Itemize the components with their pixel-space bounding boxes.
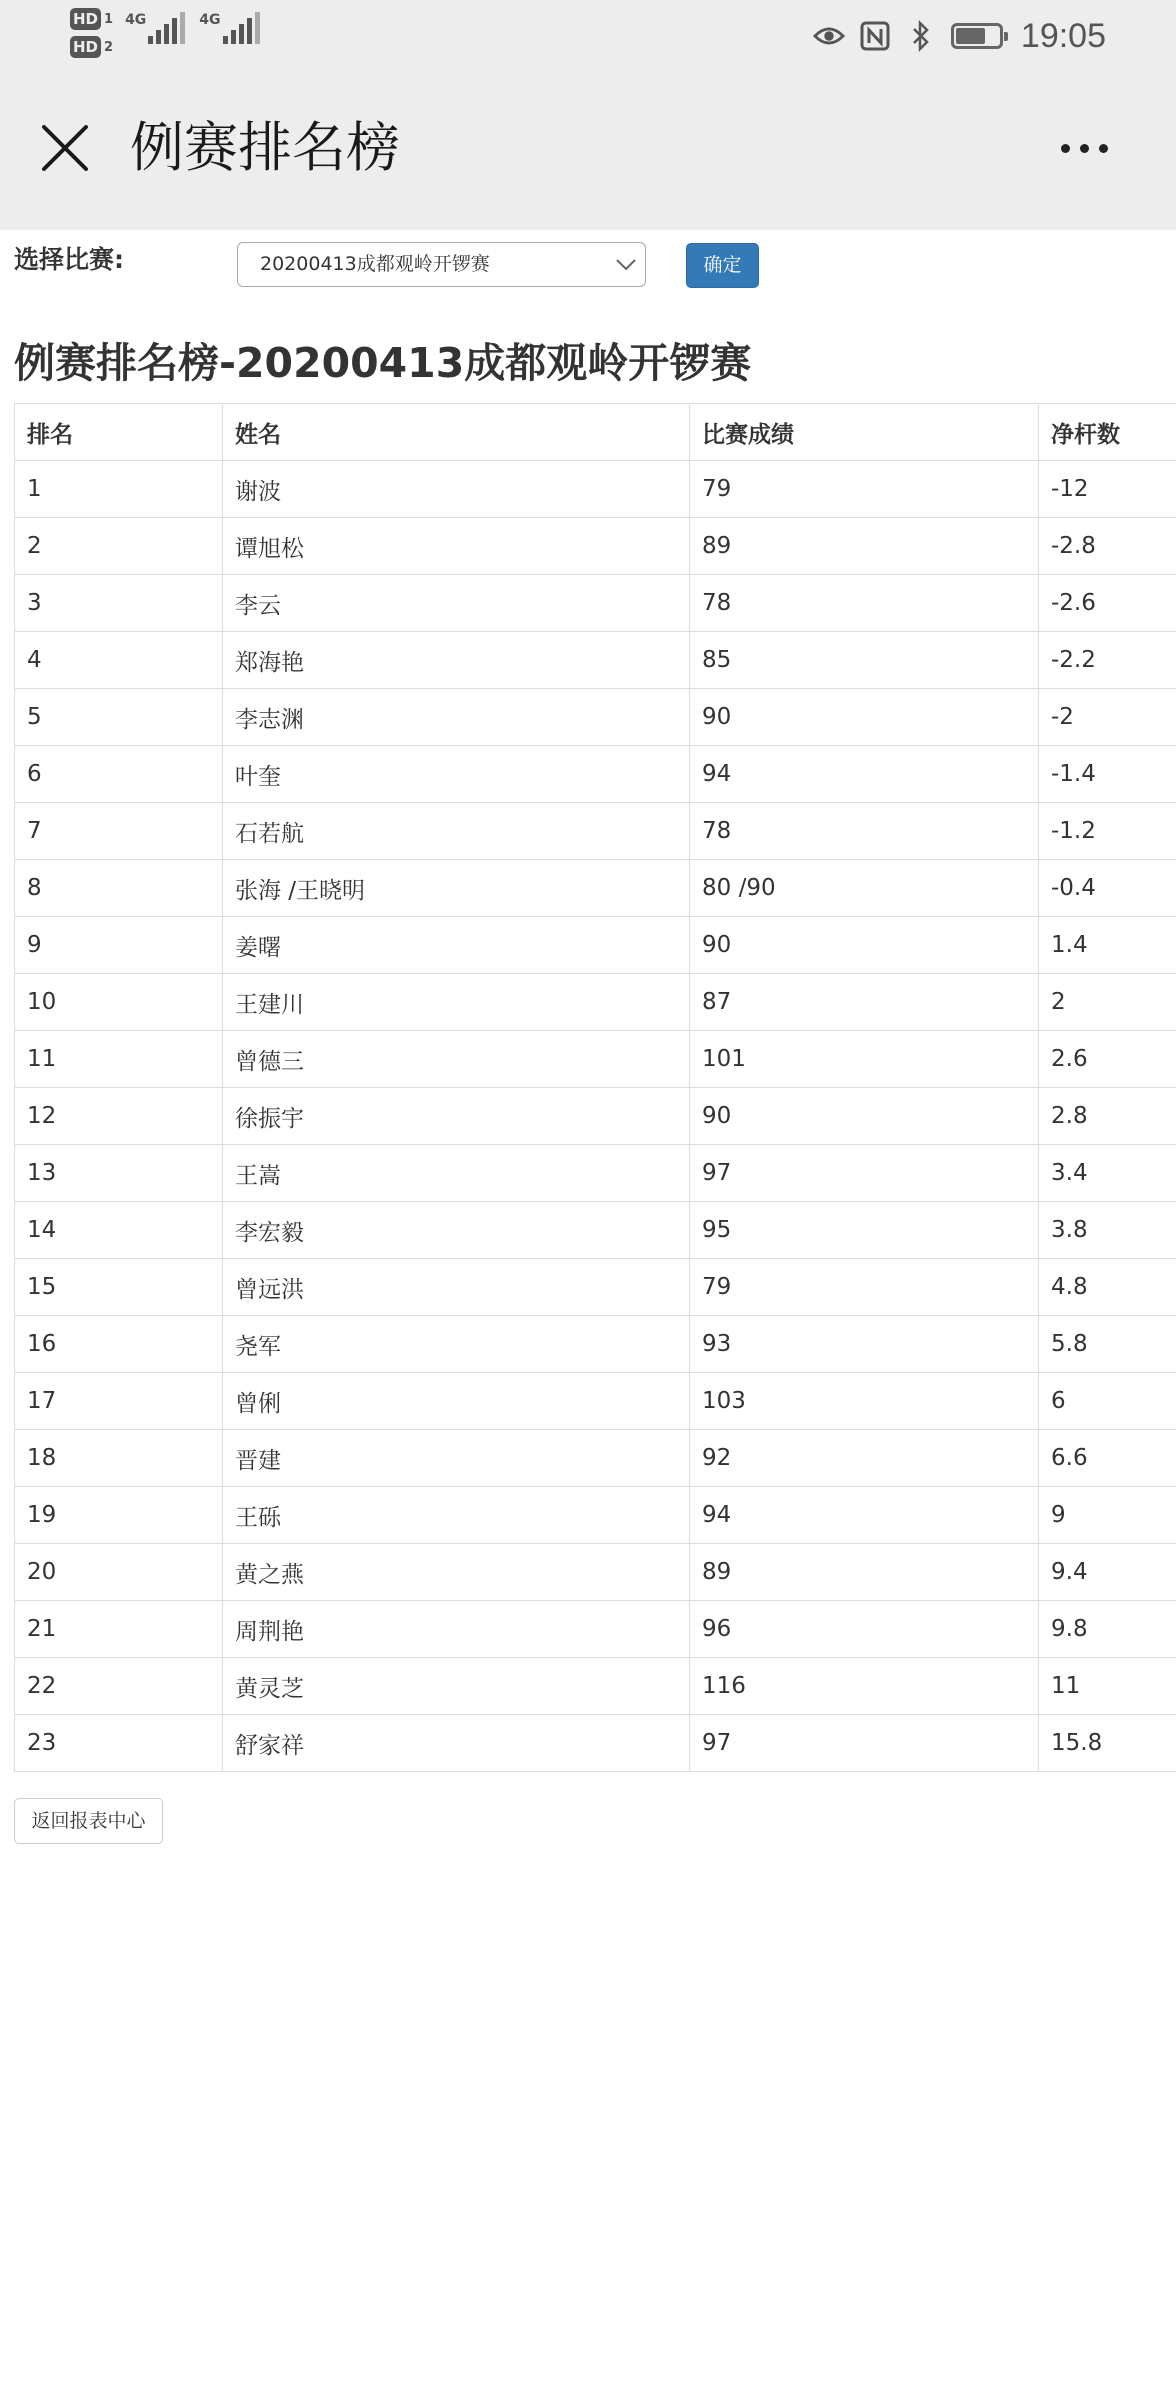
header-net: 净杆数 bbox=[1039, 404, 1176, 461]
cell-name: 王建川 bbox=[223, 974, 690, 1031]
cell-net: 15.8 bbox=[1039, 1715, 1176, 1772]
signal-area bbox=[70, 8, 274, 68]
cell-rank: 6 bbox=[15, 746, 223, 803]
table-row bbox=[15, 1430, 1176, 1487]
cell-name: 周荆艳 bbox=[223, 1601, 690, 1658]
cell-score: 94 bbox=[690, 1487, 1039, 1544]
cell-net: 2.8 bbox=[1039, 1088, 1176, 1145]
cell-net: 9 bbox=[1039, 1487, 1176, 1544]
table-row bbox=[15, 1316, 1176, 1373]
cell-name: 王砾 bbox=[223, 1487, 690, 1544]
match-select[interactable] bbox=[237, 242, 646, 287]
cell-net: 9.8 bbox=[1039, 1601, 1176, 1658]
signal-bars-2-icon bbox=[223, 12, 260, 44]
cell-net: -0.4 bbox=[1039, 860, 1176, 917]
cell-score: 94 bbox=[690, 746, 1039, 803]
header-rank: 排名 bbox=[15, 404, 223, 461]
cell-net: -2.8 bbox=[1039, 518, 1176, 575]
cell-rank: 19 bbox=[15, 1487, 223, 1544]
clock: 19:05 bbox=[1020, 16, 1106, 55]
cell-net: -1.2 bbox=[1039, 803, 1176, 860]
cell-rank: 16 bbox=[15, 1316, 223, 1373]
cell-rank: 17 bbox=[15, 1373, 223, 1430]
cell-score: 103 bbox=[690, 1373, 1039, 1430]
cell-score: 89 bbox=[690, 1544, 1039, 1601]
cell-rank: 2 bbox=[15, 518, 223, 575]
nfc-icon bbox=[859, 20, 891, 52]
cell-score: 78 bbox=[690, 575, 1039, 632]
cell-name: 谭旭松 bbox=[223, 518, 690, 575]
table-header-row bbox=[15, 404, 1176, 461]
sim1-indicator bbox=[70, 8, 113, 30]
cell-name: 黄之燕 bbox=[223, 1544, 690, 1601]
table-row bbox=[15, 1145, 1176, 1202]
cell-name: 李志渊 bbox=[223, 689, 690, 746]
more-button[interactable] bbox=[1044, 120, 1124, 176]
close-icon bbox=[40, 123, 90, 173]
cell-rank: 15 bbox=[15, 1259, 223, 1316]
table-row bbox=[15, 1031, 1176, 1088]
table-row bbox=[15, 689, 1176, 746]
battery-level bbox=[956, 28, 985, 44]
cell-score: 90 bbox=[690, 917, 1039, 974]
cell-name: 郑海艳 bbox=[223, 632, 690, 689]
cell-net: 9.4 bbox=[1039, 1544, 1176, 1601]
cell-score: 97 bbox=[690, 1145, 1039, 1202]
signal-1 bbox=[125, 12, 185, 44]
cell-score: 87 bbox=[690, 974, 1039, 1031]
cell-score: 90 bbox=[690, 1088, 1039, 1145]
network-type-1: 4G bbox=[125, 12, 147, 28]
cell-net: 4.8 bbox=[1039, 1259, 1176, 1316]
cell-net: 6 bbox=[1039, 1373, 1176, 1430]
more-dots-icon bbox=[1061, 144, 1070, 153]
cell-rank: 7 bbox=[15, 803, 223, 860]
close-button[interactable] bbox=[34, 117, 96, 179]
table-row bbox=[15, 860, 1176, 917]
cell-name: 徐振宇 bbox=[223, 1088, 690, 1145]
cell-rank: 11 bbox=[15, 1031, 223, 1088]
cell-score: 89 bbox=[690, 518, 1039, 575]
cell-name: 张海 /王晓明 bbox=[223, 860, 690, 917]
cell-score: 96 bbox=[690, 1601, 1039, 1658]
confirm-button[interactable]: 确定 bbox=[686, 243, 759, 288]
cell-score: 79 bbox=[690, 461, 1039, 518]
cell-name: 石若航 bbox=[223, 803, 690, 860]
signal-2 bbox=[199, 12, 259, 44]
cell-net: -2.6 bbox=[1039, 575, 1176, 632]
sim2-indicator bbox=[70, 36, 113, 58]
cell-rank: 12 bbox=[15, 1088, 223, 1145]
back-to-report-center-button[interactable]: 返回报表中心 bbox=[14, 1798, 163, 1844]
cell-net: 2.6 bbox=[1039, 1031, 1176, 1088]
table-row bbox=[15, 518, 1176, 575]
bluetooth-icon bbox=[905, 20, 937, 52]
select-match-label: 选择比赛: bbox=[14, 245, 124, 274]
table-row bbox=[15, 575, 1176, 632]
cell-score: 101 bbox=[690, 1031, 1039, 1088]
cell-rank: 4 bbox=[15, 632, 223, 689]
cell-rank: 9 bbox=[15, 917, 223, 974]
cell-name: 叶奎 bbox=[223, 746, 690, 803]
battery-icon bbox=[951, 23, 1003, 49]
cell-name: 谢波 bbox=[223, 461, 690, 518]
cell-score: 97 bbox=[690, 1715, 1039, 1772]
table-row bbox=[15, 461, 1176, 518]
cell-net: 3.8 bbox=[1039, 1202, 1176, 1259]
sim1-hd-label: HD bbox=[70, 8, 101, 30]
cell-net: -1.4 bbox=[1039, 746, 1176, 803]
table-row bbox=[15, 803, 1176, 860]
status-icons bbox=[813, 10, 1106, 62]
signal-bars-1-icon bbox=[148, 12, 185, 44]
table-row bbox=[15, 1658, 1176, 1715]
ranking-table bbox=[14, 403, 1176, 1772]
eye-icon bbox=[813, 20, 845, 52]
cell-net: 6.6 bbox=[1039, 1430, 1176, 1487]
cell-net: 3.4 bbox=[1039, 1145, 1176, 1202]
chevron-down-icon bbox=[615, 255, 637, 273]
match-select-value: 20200413成都观岭开锣赛 bbox=[260, 253, 490, 275]
cell-net: -2.2 bbox=[1039, 632, 1176, 689]
cell-net: 5.8 bbox=[1039, 1316, 1176, 1373]
cell-rank: 18 bbox=[15, 1430, 223, 1487]
sim1-index: 1 bbox=[104, 11, 114, 27]
cell-name: 尧军 bbox=[223, 1316, 690, 1373]
table-row bbox=[15, 1259, 1176, 1316]
cell-score: 79 bbox=[690, 1259, 1039, 1316]
cell-score: 90 bbox=[690, 689, 1039, 746]
cell-name: 李宏毅 bbox=[223, 1202, 690, 1259]
cell-name: 曾远洪 bbox=[223, 1259, 690, 1316]
cell-name: 曾俐 bbox=[223, 1373, 690, 1430]
status-bar bbox=[0, 0, 1176, 72]
cell-rank: 14 bbox=[15, 1202, 223, 1259]
cell-rank: 20 bbox=[15, 1544, 223, 1601]
table-row bbox=[15, 746, 1176, 803]
table-row bbox=[15, 1202, 1176, 1259]
table-body bbox=[15, 461, 1176, 1772]
cell-score: 80 /90 bbox=[690, 860, 1039, 917]
cell-rank: 21 bbox=[15, 1601, 223, 1658]
cell-rank: 13 bbox=[15, 1145, 223, 1202]
cell-rank: 10 bbox=[15, 974, 223, 1031]
cell-name: 李云 bbox=[223, 575, 690, 632]
cell-score: 85 bbox=[690, 632, 1039, 689]
cell-rank: 8 bbox=[15, 860, 223, 917]
title-bar bbox=[0, 72, 1176, 230]
table-row bbox=[15, 917, 1176, 974]
ranking-heading: 例赛排名榜-20200413成都观岭开锣赛 bbox=[14, 339, 752, 387]
cell-net: 1.4 bbox=[1039, 917, 1176, 974]
table-row bbox=[15, 1487, 1176, 1544]
network-type-2: 4G bbox=[199, 12, 221, 28]
cell-score: 95 bbox=[690, 1202, 1039, 1259]
page-title: 例赛排名榜 bbox=[130, 116, 400, 179]
cell-name: 王嵩 bbox=[223, 1145, 690, 1202]
cell-name: 姜曙 bbox=[223, 917, 690, 974]
cell-score: 92 bbox=[690, 1430, 1039, 1487]
header-name: 姓名 bbox=[223, 404, 690, 461]
cell-score: 78 bbox=[690, 803, 1039, 860]
cell-rank: 23 bbox=[15, 1715, 223, 1772]
table-row bbox=[15, 974, 1176, 1031]
cell-score: 93 bbox=[690, 1316, 1039, 1373]
table-row bbox=[15, 1544, 1176, 1601]
cell-rank: 1 bbox=[15, 461, 223, 518]
table-row bbox=[15, 1373, 1176, 1430]
cell-net: 2 bbox=[1039, 974, 1176, 1031]
sim2-index: 2 bbox=[104, 39, 114, 55]
cell-name: 黄灵芝 bbox=[223, 1658, 690, 1715]
cell-rank: 3 bbox=[15, 575, 223, 632]
cell-net: -12 bbox=[1039, 461, 1176, 518]
cell-name: 曾德三 bbox=[223, 1031, 690, 1088]
table-row bbox=[15, 632, 1176, 689]
cell-rank: 22 bbox=[15, 1658, 223, 1715]
table-row bbox=[15, 1088, 1176, 1145]
cell-name: 舒家祥 bbox=[223, 1715, 690, 1772]
table-row bbox=[15, 1601, 1176, 1658]
cell-net: -2 bbox=[1039, 689, 1176, 746]
cell-score: 116 bbox=[690, 1658, 1039, 1715]
cell-name: 晋建 bbox=[223, 1430, 690, 1487]
sim2-hd-label: HD bbox=[70, 36, 101, 58]
cell-rank: 5 bbox=[15, 689, 223, 746]
header-score: 比赛成绩 bbox=[690, 404, 1039, 461]
table-row bbox=[15, 1715, 1176, 1772]
cell-net: 11 bbox=[1039, 1658, 1176, 1715]
